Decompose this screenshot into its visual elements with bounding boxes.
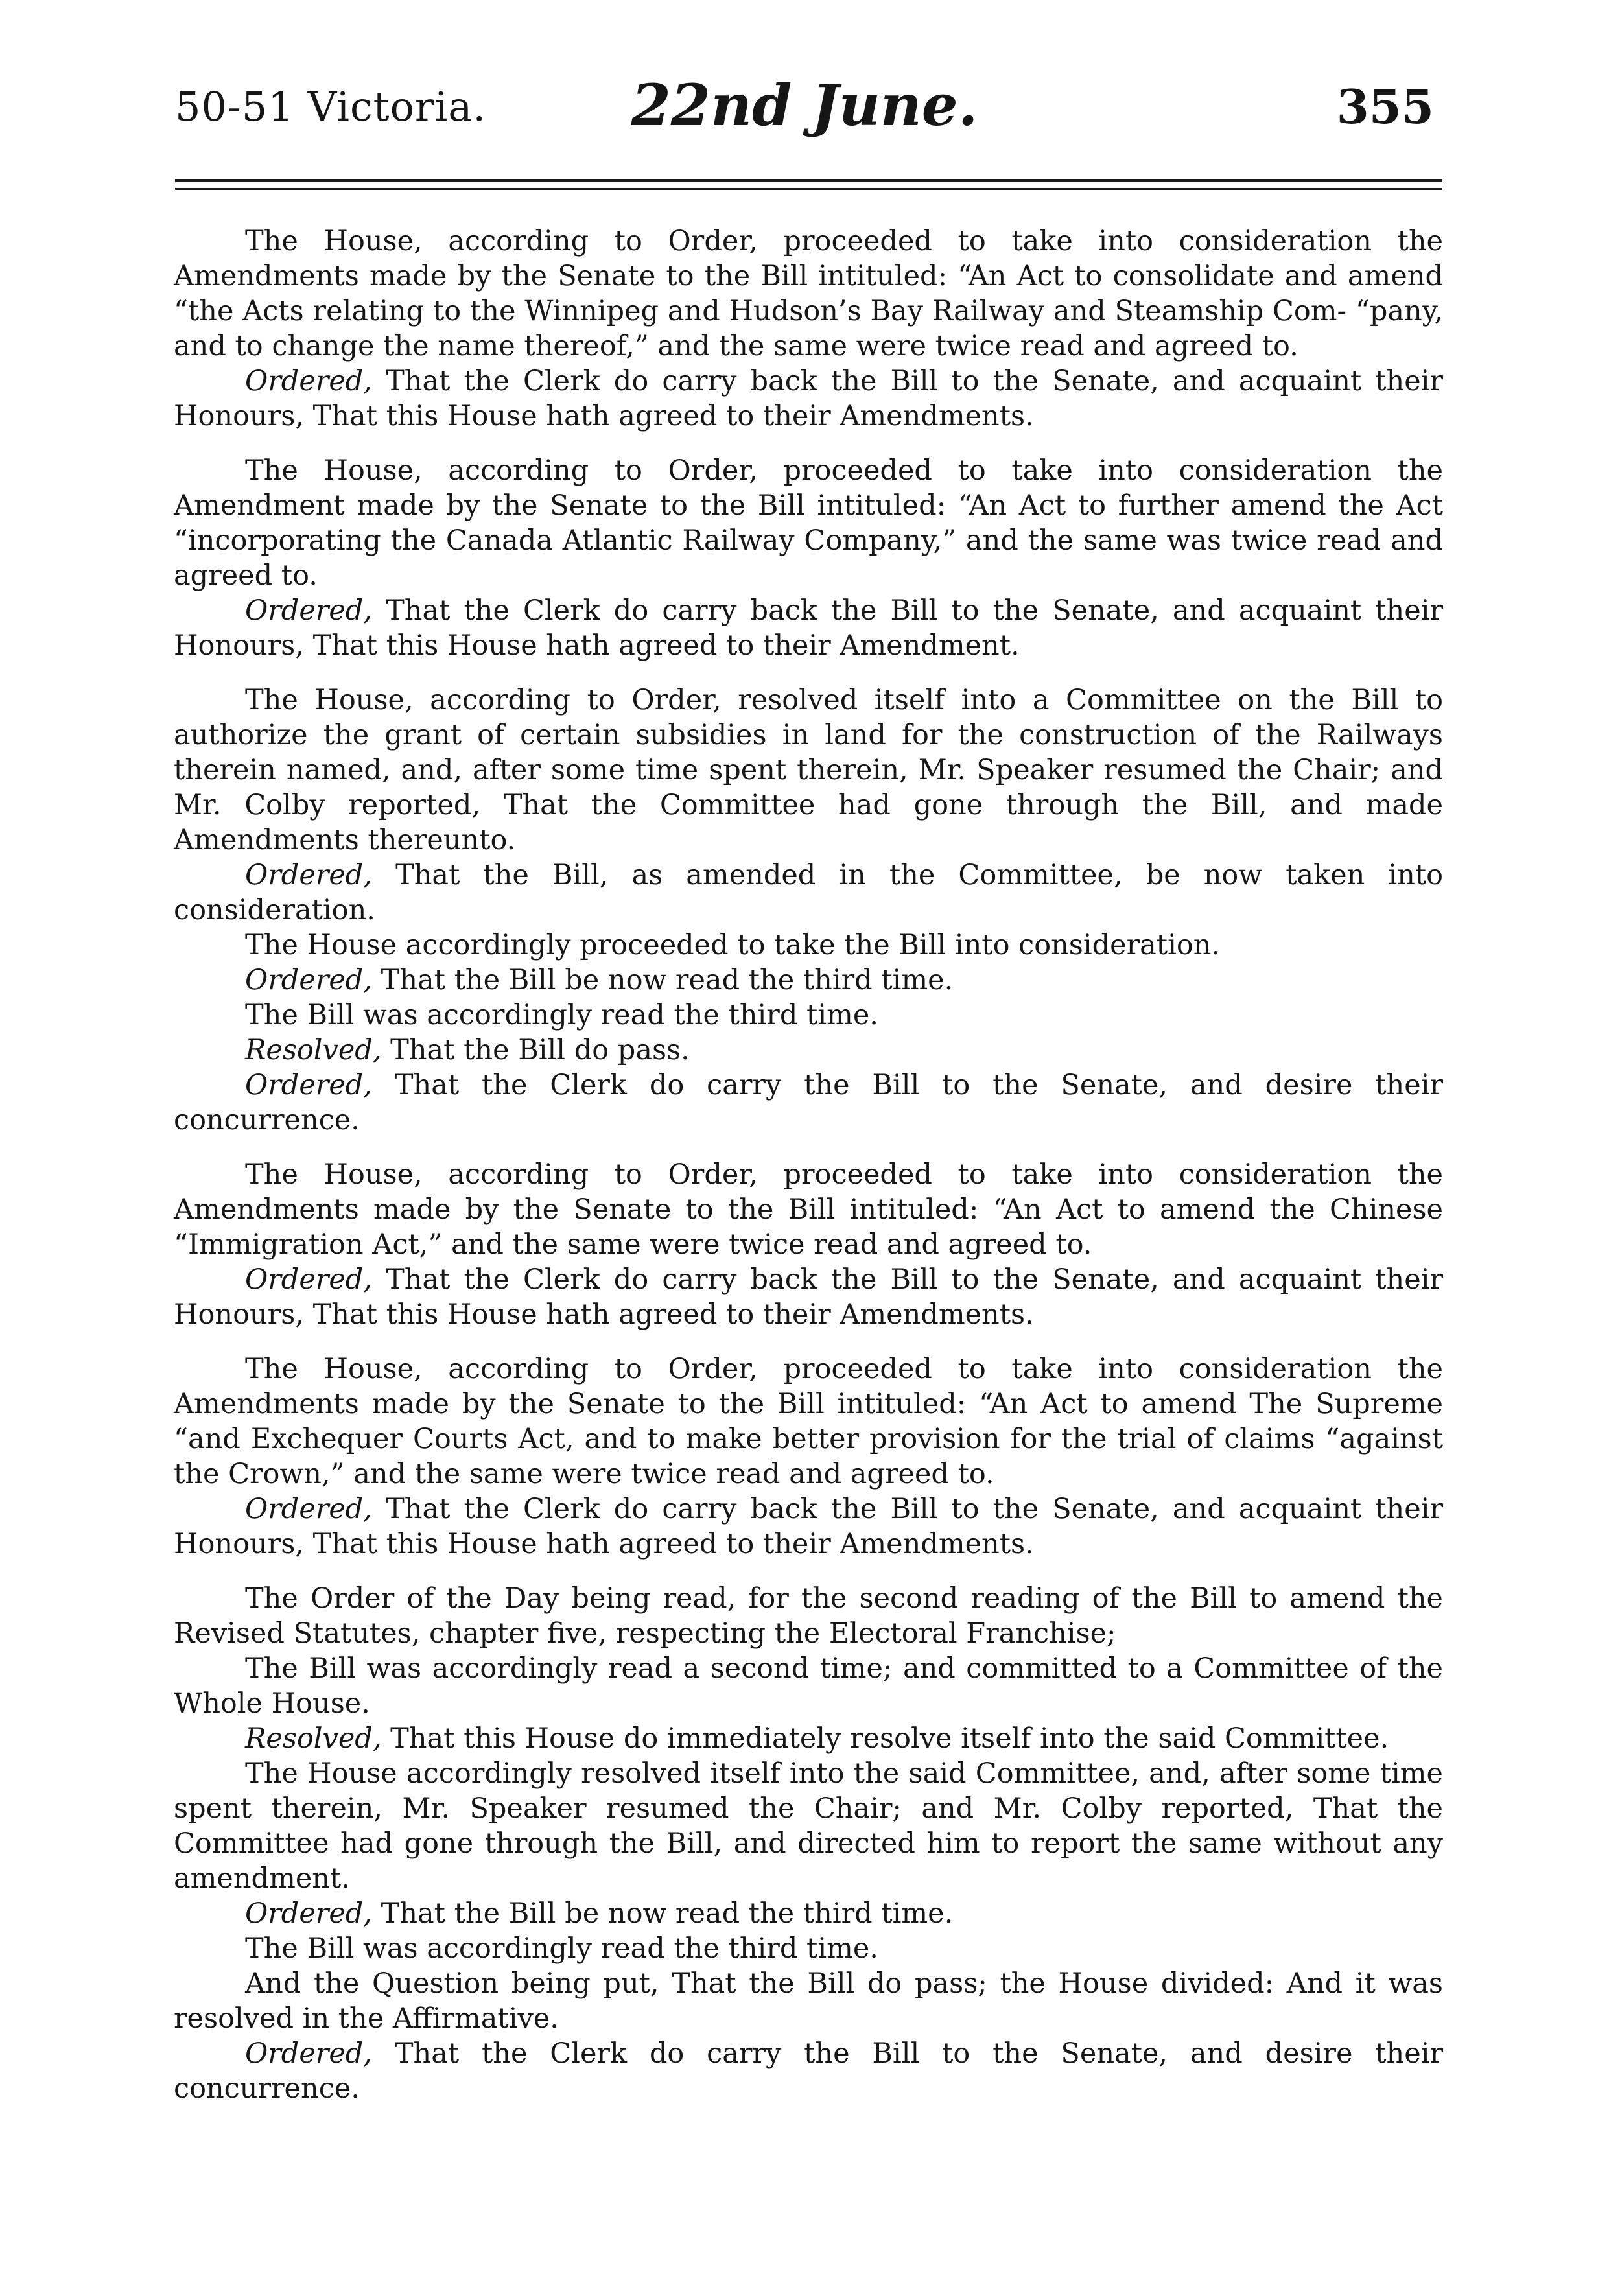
- proceeding-block: [174, 1581, 1443, 2106]
- order-marker: Ordered,: [245, 964, 372, 996]
- paragraph: [174, 928, 1443, 963]
- paragraph-text: That the Clerk do carry back the Bill to the Senate, and acquaint their Honours, That this House hath agreed to their Amendments.: [174, 1493, 1443, 1560]
- order-marker: Ordered,: [245, 859, 372, 891]
- paragraph-text: That the Bill be now read the third time.: [381, 964, 954, 996]
- paragraph-text: The House, according to Order, proceeded to take into consideration the Amendment made by the Senate to the Bill intituled: “An Act to further amend the Act “incorporating the Canada Atlantic Railway Company,” and the same was twice read and agreed to.: [174, 454, 1443, 592]
- order-marker: Ordered,: [245, 1263, 372, 1296]
- paragraph-text: The Bill was accordingly read the third time.: [245, 1932, 878, 1965]
- paragraph: [174, 1966, 1443, 2036]
- proceeding-block: [174, 1157, 1443, 1332]
- paragraph: [174, 593, 1443, 663]
- proceeding-block: [174, 224, 1443, 434]
- paragraph-text: The House, according to Order, resolved itself into a Committee on the Bill to authorize the grant of certain subsidies in land for the construction of the Railways therein named, and, after some time spent therein, Mr. Speaker resumed the Chair; and Mr. Colby reported, That the Committee had gone through the Bill, and made Amendments thereunto.: [174, 684, 1443, 856]
- paragraph: [174, 1896, 1443, 1931]
- paragraph-text: That the Clerk do carry the Bill to the Senate, and desire their concurrence.: [174, 2037, 1444, 2105]
- page-header: [175, 71, 1434, 149]
- paragraph: [174, 364, 1443, 434]
- paragraph-text: The Bill was accordingly read the third time.: [245, 999, 878, 1031]
- paragraph: [174, 998, 1443, 1033]
- paragraph: [174, 1756, 1443, 1896]
- paragraph: [174, 1581, 1443, 1651]
- paragraph-text: The Order of the Day being read, for the second reading of the Bill to amend the Revised Statutes, chapter five, respecting the Electoral Franchise;: [174, 1582, 1443, 1650]
- paragraph: [174, 453, 1443, 593]
- header-rule-thick: [175, 179, 1442, 182]
- paragraph-text: And the Question being put, That the Bill do pass; the House divided: And it was resolved in the Affirmative.: [174, 1967, 1443, 2035]
- paragraph: [174, 683, 1443, 858]
- page-number: 355: [1336, 79, 1434, 134]
- paragraph-text: The House, according to Order, proceeded to take into consideration the Amendments made by the Senate to the Bill intituled: “An Act to amend The Supreme “and Exchequer Courts Act, and to make better provision for the trial of claims “against the Crown,” and the same were twice read and agreed to.: [174, 1353, 1443, 1490]
- paragraph-text: The House, according to Order, proceeded to take into consideration the Amendments made by the Senate to the Bill intituled: “An Act to consolidate and amend “the Acts relating to the Winnipeg and Hudson’s Bay Railway and Steamship Com- “pany, and to change the name thereof,” and the same were twice read and agreed to.: [174, 225, 1443, 362]
- paragraph-text: That the Clerk do carry back the Bill to the Senate, and acquaint their Honours, That this House hath agreed to their Amendments.: [174, 365, 1443, 432]
- paragraph-text: That the Bill be now read the third time.: [381, 1897, 954, 1930]
- paragraph: [174, 1033, 1443, 1068]
- paragraph: [174, 858, 1443, 928]
- paragraph: [174, 2036, 1443, 2106]
- session-label: 50-51 Victoria.: [175, 83, 487, 130]
- paragraph: [174, 1492, 1443, 1562]
- order-marker: Ordered,: [245, 594, 372, 627]
- paragraph-text: The House accordingly resolved itself into the said Committee, and, after some time spent therein, Mr. Speaker resumed the Chair; and Mr. Colby reported, That the Committee had gone through the Bill, and directed him to report the same without any amendment.: [174, 1757, 1443, 1895]
- paragraph-text: That the Clerk do carry the Bill to the Senate, and desire their concurrence.: [174, 1069, 1444, 1136]
- order-marker: Ordered,: [245, 1897, 372, 1930]
- paragraph: [174, 1721, 1443, 1756]
- paragraph: [174, 224, 1443, 364]
- paragraph-text: That the Bill, as amended in the Committee, be now taken into consideration.: [174, 859, 1444, 926]
- paragraph: [174, 1068, 1443, 1138]
- paragraph: [174, 963, 1443, 998]
- paragraph: [174, 1352, 1443, 1492]
- order-marker: Ordered,: [245, 1069, 372, 1101]
- order-marker: Ordered,: [245, 2037, 372, 2070]
- paragraph-text: That the Clerk do carry back the Bill to the Senate, and acquaint their Honours, That this House hath agreed to their Amendments.: [174, 1263, 1443, 1331]
- paragraph-text: The House accordingly proceeded to take the Bill into consideration.: [245, 929, 1221, 961]
- order-marker: Ordered,: [245, 365, 372, 397]
- paragraph-text: The Bill was accordingly read a second time; and committed to a Committee of the Whole House.: [174, 1652, 1443, 1720]
- order-marker: Resolved,: [245, 1722, 382, 1755]
- paragraph-text: That this House do immediately resolve itself into the said Committee.: [390, 1722, 1389, 1755]
- paragraph-text: That the Bill do pass.: [390, 1034, 690, 1066]
- paragraph: [174, 1651, 1443, 1721]
- paragraph: [174, 1157, 1443, 1262]
- paragraph-text: That the Clerk do carry back the Bill to the Senate, and acquaint their Honours, That this House hath agreed to their Amendment.: [174, 594, 1443, 662]
- proceeding-block: [174, 453, 1443, 663]
- page-date: 22nd June.: [631, 71, 978, 139]
- order-marker: Ordered,: [245, 1493, 372, 1525]
- header-rule-thin: [175, 188, 1442, 190]
- paragraph: [174, 1262, 1443, 1332]
- paragraph-text: The House, according to Order, proceeded to take into consideration the Amendments made by the Senate to the Bill intituled: “An Act to amend the Chinese “Immigration Act,” and the same were twice read and agreed to.: [174, 1158, 1443, 1261]
- order-marker: Resolved,: [245, 1034, 382, 1066]
- page-body: [174, 224, 1443, 2126]
- paragraph: [174, 1931, 1443, 1966]
- proceeding-block: [174, 683, 1443, 1138]
- proceeding-block: [174, 1352, 1443, 1562]
